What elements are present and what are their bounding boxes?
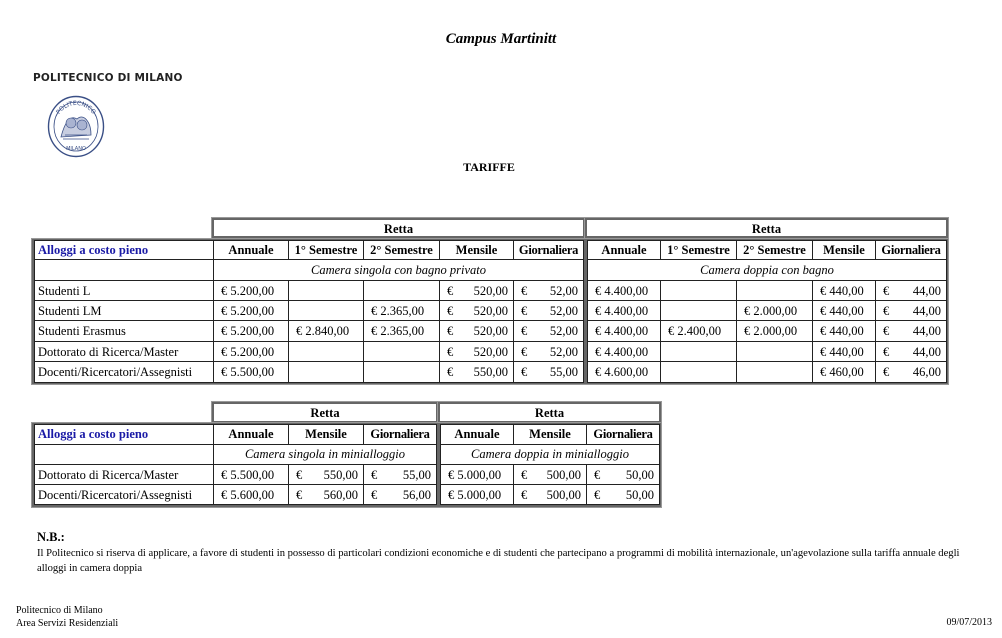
amount-value: 52,00 (549, 284, 578, 298)
amount-value: 52,00 (549, 304, 578, 318)
euro-symbol: € (447, 365, 454, 379)
table2-group-separator (437, 423, 440, 507)
table2-group2-header: Retta (534, 406, 565, 420)
table1-cell (288, 280, 364, 301)
table1-cell (439, 320, 514, 342)
amount-value: 50,00 (625, 468, 654, 482)
table1-cell: € 5.500,00 (213, 361, 289, 383)
table2-blank-cell (34, 444, 214, 465)
table1-row-label: Studenti LM (34, 300, 214, 321)
table2-room-type-1: Camera singola in minialloggio (213, 444, 437, 465)
table1-col-giornaliera-2: Giornaliera (875, 240, 947, 260)
table1-cell (513, 320, 584, 342)
table1-group-separator (584, 239, 587, 384)
amount-value: 55,00 (402, 468, 431, 482)
table1-row-label: Dottorato di Ricerca/Master (34, 341, 214, 362)
table1-cell (513, 280, 584, 301)
table1-cell: € 440,00 (812, 341, 876, 362)
amount-value: 44,00 (912, 284, 941, 298)
table1-group2-header: Retta (751, 222, 782, 236)
table2-cell: € 5.000,00 (440, 464, 514, 485)
amount-value: 46,00 (912, 365, 941, 379)
table1-cell (288, 341, 364, 362)
table1-cell (875, 280, 947, 301)
table1-cell (660, 280, 737, 301)
table1-cell: € 2.840,00 (288, 320, 364, 342)
table1-cell (439, 280, 514, 301)
table1-cell: € 440,00 (812, 320, 876, 342)
svg-text:MILANO: MILANO (66, 146, 86, 152)
table1-col-sem1-2: 1° Semestre (660, 240, 737, 260)
table2-col-annuale: Annuale (213, 424, 289, 445)
amount-value: 52,00 (549, 345, 578, 359)
university-seal-icon (47, 95, 105, 158)
table1-cell (288, 361, 364, 383)
table1-cell (736, 280, 813, 301)
euro-symbol: € (521, 345, 528, 359)
table1-row-label: Docenti/Ricercatori/Assegnisti (34, 361, 214, 383)
table1-col-sem1: 1° Semestre (288, 240, 364, 260)
euro-symbol: € (594, 488, 601, 502)
amount-value: 520,00 (473, 345, 508, 359)
euro-symbol: € (447, 304, 454, 318)
euro-symbol: € (521, 284, 528, 298)
table1-cell (513, 341, 584, 362)
table1-cell (875, 300, 947, 321)
table2-cell: € 5.500,00 (213, 464, 289, 485)
section-title: TARIFFE (463, 160, 515, 174)
table2-col-giornaliera: Giornaliera (363, 424, 437, 445)
table2-col-giornaliera-2: Giornaliera (586, 424, 660, 445)
table1-col-sem2: 2° Semestre (363, 240, 440, 260)
table1-cell: € 460,00 (812, 361, 876, 383)
amount-value: 500,00 (546, 468, 581, 482)
table1-cell (736, 361, 813, 383)
table2-cell (363, 464, 437, 485)
table2-cell (586, 464, 660, 485)
table2-col-mensile-2: Mensile (513, 424, 587, 445)
table1-cell: € 4.400,00 (587, 300, 661, 321)
euro-symbol: € (371, 488, 378, 502)
euro-symbol: € (521, 488, 528, 502)
table1-cell: € 4.400,00 (587, 341, 661, 362)
euro-symbol: € (594, 468, 601, 482)
institution-logo-text: POLITECNICO DI MILANO (33, 72, 183, 84)
table1-col-giornaliera: Giornaliera (513, 240, 584, 260)
table2-col-annuale-2: Annuale (440, 424, 514, 445)
footer-date: 09/07/2013 (946, 617, 992, 628)
table1-cell: € 2.400,00 (660, 320, 737, 342)
table2-row-label: Docenti/Ricercatori/Assegnisti (34, 484, 214, 505)
euro-symbol: € (296, 468, 303, 482)
table1-cell: € 4.400,00 (587, 280, 661, 301)
euro-symbol: € (883, 365, 890, 379)
table1-group1-header: Retta (383, 222, 414, 236)
table1-cell: € 5.200,00 (213, 280, 289, 301)
table1-cell (875, 341, 947, 362)
table2-cell (513, 464, 587, 485)
table2-cell (586, 484, 660, 505)
notes-text: Il Politecnico si riserva di applicare, a favore di studenti in possesso di particolari condizioni economiche e di studenti che partecipano a programmi di mobilità internazionale, un'agevolazione sulla tariffa annuale degli alloggi in camera doppia (37, 548, 960, 574)
table1-col-annuale-2: Annuale (587, 240, 661, 260)
table1-room-type-2: Camera doppia con bagno (587, 259, 947, 281)
table1-col-mensile: Mensile (439, 240, 514, 260)
euro-symbol: € (371, 468, 378, 482)
table2-cell (288, 484, 364, 505)
amount-value: 44,00 (912, 345, 941, 359)
table1-cell (660, 300, 737, 321)
table1-row-label: Studenti L (34, 280, 214, 301)
svg-text:POLITECNICO: POLITECNICO (55, 99, 97, 116)
euro-symbol: € (447, 345, 454, 359)
table1-cell: € 440,00 (812, 300, 876, 321)
table2-cell: € 5.000,00 (440, 484, 514, 505)
table1-col-annuale: Annuale (213, 240, 289, 260)
amount-value: 520,00 (473, 284, 508, 298)
table2-group1-header: Retta (310, 406, 340, 420)
table1-cell (363, 280, 440, 301)
table2-cell (288, 464, 364, 485)
table1-cell (439, 300, 514, 321)
table1-row-label: Studenti Erasmus (34, 320, 214, 342)
euro-symbol: € (883, 345, 890, 359)
table1-cell (875, 320, 947, 342)
table1-cell (439, 361, 514, 383)
table1-cell: € 5.200,00 (213, 300, 289, 321)
amount-value: 56,00 (402, 488, 431, 502)
amount-value: 50,00 (625, 488, 654, 502)
amount-value: 520,00 (473, 304, 508, 318)
amount-value: 52,00 (549, 324, 578, 338)
table1-blank-cell (34, 259, 214, 281)
amount-value: 550,00 (473, 365, 508, 379)
footer-line-1: Politecnico di Milano (16, 605, 103, 616)
table1-row-label-header: Alloggi a costo pieno (34, 240, 214, 260)
table1-cell (660, 361, 737, 383)
amount-value: 44,00 (912, 324, 941, 338)
amount-value: 550,00 (323, 468, 358, 482)
amount-value: 500,00 (546, 488, 581, 502)
table1-cell (875, 361, 947, 383)
table1-cell (660, 341, 737, 362)
footer-organization (16, 604, 118, 630)
euro-symbol: € (883, 304, 890, 318)
table1-col-mensile-2: Mensile (812, 240, 876, 260)
table2-cell: € 5.600,00 (213, 484, 289, 505)
euro-symbol: € (883, 324, 890, 338)
table1-cell (513, 300, 584, 321)
table1-cell (513, 361, 584, 383)
table2-cell (513, 484, 587, 505)
euro-symbol: € (447, 324, 454, 338)
table2-cell (363, 484, 437, 505)
amount-value: 44,00 (912, 304, 941, 318)
table1-cell: € 2.000,00 (736, 300, 813, 321)
euro-symbol: € (521, 324, 528, 338)
table1-cell: € 5.200,00 (213, 320, 289, 342)
notes-title: N.B.: (37, 530, 65, 544)
table1-cell (363, 341, 440, 362)
table1-cell: € 4.600,00 (587, 361, 661, 383)
euro-symbol: € (883, 284, 890, 298)
amount-value: 55,00 (549, 365, 578, 379)
table1-cell: € 2.365,00 (363, 300, 440, 321)
table2-row-label: Dottorato di Ricerca/Master (34, 464, 214, 485)
table2-col-mensile: Mensile (288, 424, 364, 445)
euro-symbol: € (521, 365, 528, 379)
table2-room-type-2: Camera doppia in minialloggio (440, 444, 660, 465)
table1-cell (288, 300, 364, 321)
table1-cell: € 2.000,00 (736, 320, 813, 342)
table1-col-sem2-2: 2° Semestre (736, 240, 813, 260)
table2-row-label-header: Alloggi a costo pieno (34, 424, 214, 445)
euro-symbol: € (447, 284, 454, 298)
footer-line-2: Area Servizi Residenziali (16, 618, 119, 629)
table1-cell (363, 361, 440, 383)
table1-room-type-1: Camera singola con bagno privato (213, 259, 584, 281)
euro-symbol: € (521, 304, 528, 318)
table1-cell (439, 341, 514, 362)
document-title: Campus Martinitt (445, 31, 557, 47)
table1-cell: € 440,00 (812, 280, 876, 301)
euro-symbol: € (521, 468, 528, 482)
amount-value: 560,00 (323, 488, 358, 502)
amount-value: 520,00 (473, 324, 508, 338)
table1-cell: € 5.200,00 (213, 341, 289, 362)
table1-cell: € 2.365,00 (363, 320, 440, 342)
table1-cell: € 4.400,00 (587, 320, 661, 342)
euro-symbol: € (296, 488, 303, 502)
table1-cell (736, 341, 813, 362)
